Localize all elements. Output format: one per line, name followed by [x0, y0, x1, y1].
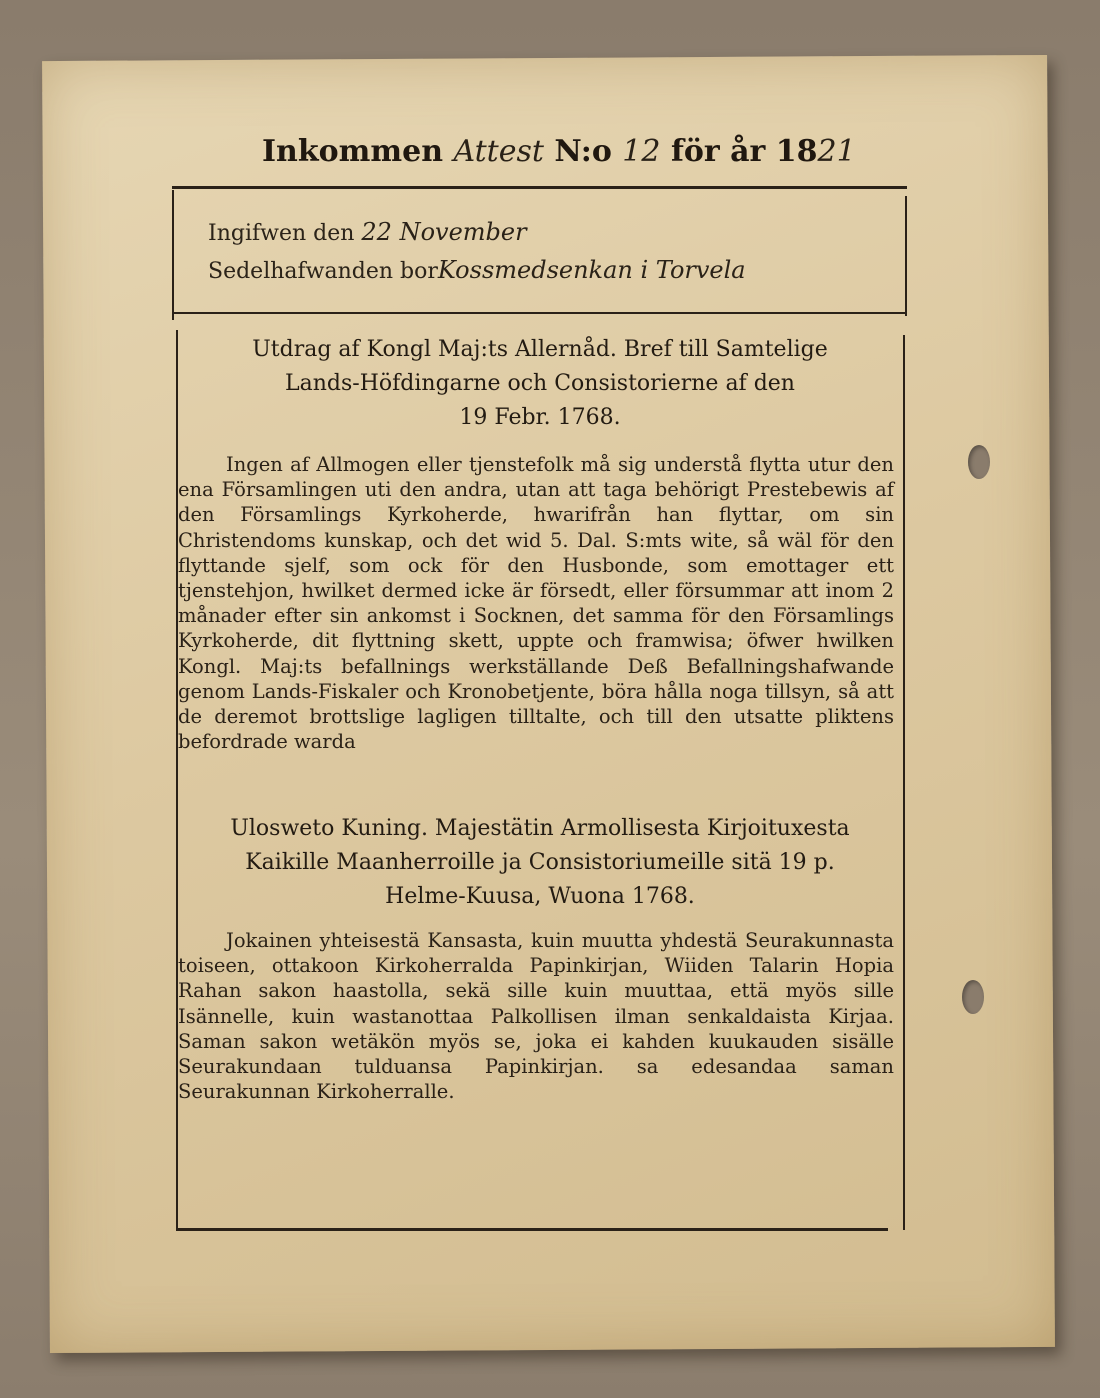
filed-label: Ingifwen den — [208, 221, 355, 246]
registration-left-border — [172, 190, 174, 320]
finnish-body-paragraph: Jokainen yhteisestä Kansasta, kuin muutta yhdestä Seurakunnasta toiseen, ottakoon Kirkoherralda Papinkirjan, Wiiden Talarin Hopia Rahan sakon haastolla, sekä sille kuin muuttaa, että myös sille Isännelle, kuin wastanottaa Palkollisen ilman senkaldaista Kirjaa. Saman sakon wetäkön myös se, joka ei kahden kuukauden sisälle Seurakundaan tulduansa Papinkirjan. sa edesandaa saman Seurakunnan Kirkoherralle. — [178, 929, 894, 1104]
swedish-body-paragraph: Ingen af Allmogen eller tjenstefolk må sig understå flytta utur den ena Församlingen uti den andra, utan att taga behörigt Prestebewis af den Församlings Kyrkoherde, hwarifrån han flyttar, om sin Christendoms kunskap, och det wid 5. Dal. S:mts wite, så wäl för den flyttande sjelf, som ock för den Husbonde, som emottager ett tjenstehjon, hwilket dermed icke är försedt, eller försummar att inom 2 månader efter sin ankomst i Socknen, det samma för den Församlings Kyrkoherde, dit flyttning skett, uppte och framwisa; öfwer hwilken Kongl. Maj:ts befallnings werkställande Deß Befallningshafwande genom Lands-Fiskaler och Kronobetjente, böra hålla noga tillsyn, så att de deremot brottslige lagligen tilltalte, och till den utsatte pliktens befordrade warda — [178, 453, 894, 754]
finnish-title-line-2: Kaikille Maanherroille ja Consistoriumeille sitä 19 p. — [245, 850, 835, 875]
filed-value: 22 November — [361, 218, 527, 246]
registration-bottom-rule — [172, 312, 907, 314]
header-handwritten-type: Attest — [453, 134, 544, 169]
finnish-title-line-3: Helme-Kuusa, Wuona 1768. — [385, 884, 695, 909]
header-printed-no: N:o — [554, 134, 612, 169]
header-printed-prefix: Inkommen — [262, 134, 444, 169]
header-year-label: för år 18 — [670, 134, 818, 169]
punch-hole-lower — [962, 980, 984, 1014]
bottom-rule — [176, 1228, 888, 1231]
registration-right-border — [905, 196, 907, 316]
swedish-title-line-3: 19 Febr. 1768. — [459, 405, 621, 430]
main-right-border — [903, 335, 905, 1230]
finnish-section-body — [178, 928, 894, 1104]
holder-value: Kossmedsenkan i Torvela — [437, 256, 746, 284]
swedish-title-line-1: Utdrag af Kongl Maj:ts Allernåd. Bref till Samtelige — [252, 337, 828, 362]
swedish-section-body — [178, 452, 894, 754]
holder-label: Sedelhafwanden bor — [208, 259, 438, 284]
swedish-section-title — [170, 333, 910, 435]
finnish-section-title — [170, 812, 910, 914]
header-handwritten-number: 12 — [622, 134, 661, 169]
holder-line — [208, 256, 746, 284]
filed-date-line — [208, 218, 527, 246]
swedish-title-line-2: Lands-Höfdingarne och Consistorierne af den — [285, 371, 795, 396]
document-header — [262, 134, 882, 178]
top-rule — [172, 186, 907, 189]
finnish-title-line-1: Ulosweto Kuning. Majestätin Armollisesta Kirjoituxesta — [230, 816, 850, 841]
header-handwritten-year: 21 — [817, 134, 856, 169]
punch-hole-upper — [968, 445, 990, 479]
